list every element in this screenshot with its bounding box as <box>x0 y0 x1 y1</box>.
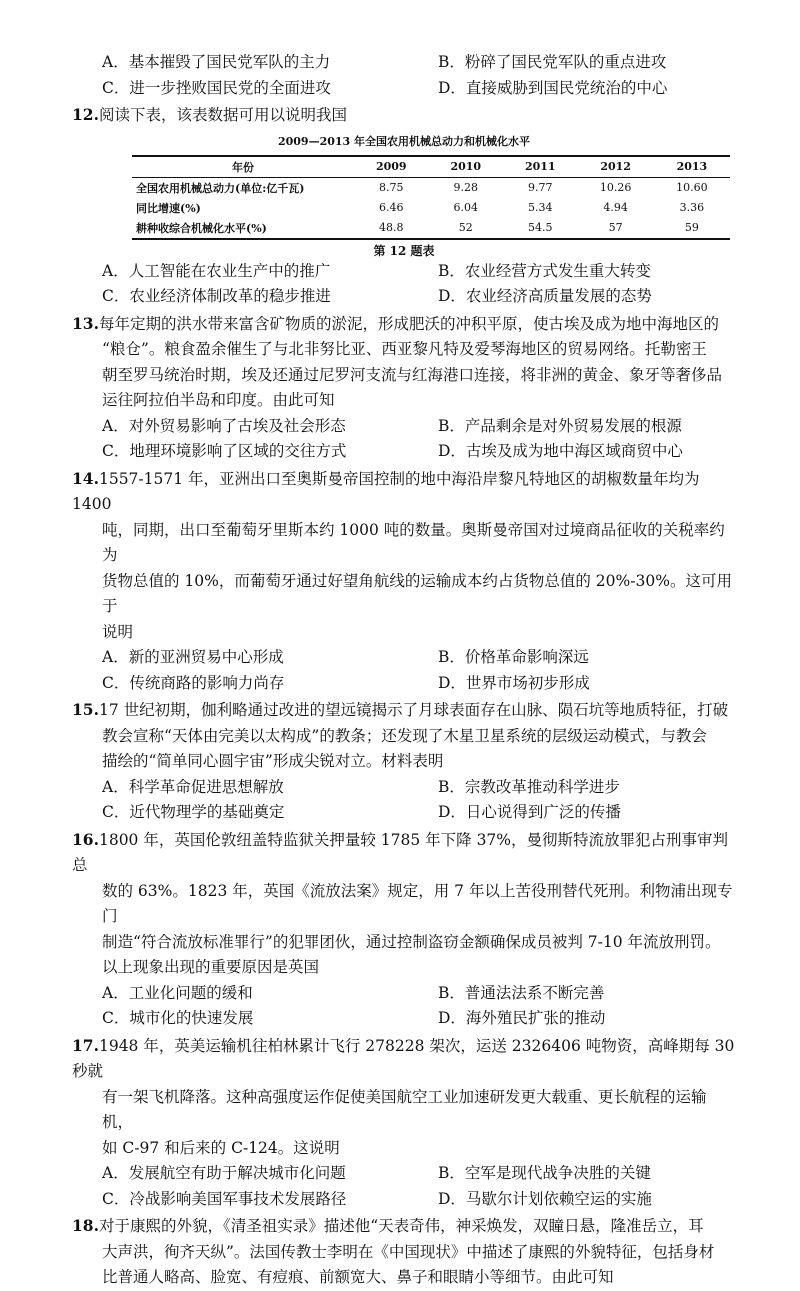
option-b: B．宗教改革推动科学进步 <box>438 777 620 796</box>
question-text-line: 如 C-97 和后来的 C-124。这说明 <box>102 1138 340 1157</box>
table-row <box>132 177 730 198</box>
table-cell: 6.04 <box>453 201 479 214</box>
option-a: A．发展航空有助于解决城市化问题 <box>102 1164 346 1182</box>
option-a: A．新的亚洲贸易中心形成 <box>102 648 284 666</box>
question-number: 15. <box>72 700 99 719</box>
question-text-line: 描绘的“简单同心圆宇宙”形成尖锐对立。材料表明 <box>102 752 444 770</box>
table-cell: 6.46 <box>379 201 404 214</box>
option-d: D．直接威胁到国民党统治的中心 <box>438 78 668 97</box>
question-13 <box>72 311 736 465</box>
question-text-line: 以上现象出现的重要原因是英国 <box>102 958 320 976</box>
question-12 <box>72 102 736 310</box>
option-b: B．农业经营方式发生重大转变 <box>438 261 651 280</box>
question-number: 16. <box>72 829 99 849</box>
table-cell: 57 <box>578 218 654 239</box>
question-18-stem <box>72 1213 736 1240</box>
question-text-line: 吨，同期，出口至葡萄牙里斯本约 1000 吨的数量。奥斯曼帝国对过境商品征收的关税率约为 <box>102 520 725 564</box>
question-16-options <box>72 981 736 1032</box>
table-header-cell: 2013 <box>654 156 730 178</box>
question-text: 阅读下表，该表数据可用以说明我国 <box>98 106 347 124</box>
table-cell: 3.36 <box>679 201 705 214</box>
table-cell: 48.8 <box>354 218 429 239</box>
table-header-cell: 2010 <box>429 156 504 178</box>
question-12-stem <box>72 102 736 129</box>
option-d: D．日心说得到广泛的传播 <box>438 803 621 821</box>
table-cell: 9.28 <box>453 181 479 194</box>
question-text-line: 数的 63%。1823 年，英国《流放法案》规定，用 7 年以上苦役刑替代死刑。利物浦出现专门 <box>102 881 733 925</box>
option-b: B．普通法法系不断完善 <box>438 983 605 1002</box>
question-text-line: 说明 <box>102 622 134 641</box>
option-c: C．进一步挫败国民党的全面进攻 <box>102 78 331 97</box>
question-text-line: 大声洪，徇齐天纵”。法国传教士李明在《中国现状》中描述了康熙的外貌特征，包括身材 <box>102 1242 715 1261</box>
question-15-stem <box>72 697 736 724</box>
table-row <box>132 198 730 218</box>
table-caption: 第 12 题表 <box>373 243 435 258</box>
option-c: C．农业经济体制改革的稳步推进 <box>102 287 331 305</box>
question-14-options <box>72 645 736 696</box>
table-cell: 54.5 <box>503 218 578 239</box>
option-a: A．基本摧毁了国民党军队的主力 <box>102 53 331 71</box>
option-c: C．传统商路的影响力尚存 <box>102 673 285 692</box>
question-text-line: 1948 年，英美运输机往柏林累计飞行 278228 架次，运送 2326406 吨物资，高峰期每 30 秒就 <box>72 1036 735 1080</box>
question-17-options <box>72 1161 736 1212</box>
option-a: A．人工智能在农业生产中的推广 <box>102 261 331 280</box>
table-cell: 5.34 <box>528 201 553 214</box>
table-cell: 同比增速(%) <box>136 201 201 215</box>
table-header-cell: 2012 <box>578 156 654 178</box>
question-text-line: 对于康熙的外貌，《清圣祖实录》描述他“天表奇伟，神采焕发，双瞳日悬，隆准岳立，耳 <box>98 1217 704 1235</box>
question-number: 13. <box>72 313 99 333</box>
table-cell: 52 <box>429 218 504 239</box>
table-cell: 9.77 <box>528 181 553 194</box>
option-c: C．城市化的快速发展 <box>102 1009 254 1027</box>
table-cell: 全国农用机械总动力(单位:亿千瓦) <box>136 181 305 195</box>
table-title: 2009—2013 年全国农用机械总动力和机械化水平 <box>277 134 531 148</box>
question-14-stem <box>72 466 736 518</box>
table-header-row <box>132 156 730 178</box>
question-number: 14. <box>72 468 99 488</box>
option-c: C．地理环境影响了区域的交往方式 <box>102 442 347 460</box>
question-14 <box>72 466 736 697</box>
question-15 <box>72 697 736 826</box>
option-c: C．近代物理学的基础奠定 <box>102 803 285 821</box>
question-text-line: 有一架飞机降落。这种高强度运作促使美国航空工业加速研发更大载重、更长航程的运输机， <box>102 1087 707 1131</box>
question-text-line: 1557-1571 年，亚洲出口至奥斯曼帝国控制的地中海沿岸黎凡特地区的胡椒数量年均为 1400 <box>72 469 700 513</box>
question-text-line: 比普通人略高、脸宽、有痘痕、前额宽大、鼻子和眼睛小等细节。由此可知 <box>102 1268 614 1286</box>
table-cell: 59 <box>654 218 730 239</box>
table-cell: 耕种收综合机械化水平(%) <box>132 218 354 239</box>
option-b: B．粉碎了国民党军队的重点进攻 <box>438 53 667 71</box>
option-d: D．马歇尔计划依赖空运的实施 <box>438 1189 652 1208</box>
table-cell: 8.75 <box>379 181 404 194</box>
option-a: A．对外贸易影响了古埃及社会形态 <box>102 416 346 435</box>
table-header-cell: 2009 <box>354 156 429 178</box>
question-11-options <box>72 50 736 101</box>
option-b: B．价格革命影响深远 <box>438 648 589 666</box>
table-row <box>132 218 730 239</box>
option-d: D．海外殖民扩张的推动 <box>438 1009 606 1027</box>
question-text-line: 货物总值的 10%，而葡萄牙通过好望角航线的运输成本约占货物总值的 20%-30%。这可用于 <box>102 571 732 615</box>
table-cell: 10.60 <box>676 181 708 194</box>
question-text-line: 制造“符合流放标准罪行”的犯罪团伙，通过控制盗窃金额确保成员被判 7-10 年流放刑罚。 <box>102 932 721 951</box>
question-text-line: 1800 年，英国伦敦纽盖特监狱关押量较 1785 年下降 37%，曼彻斯特流放罪犯占刑事审判总 <box>72 830 729 874</box>
question-12-options <box>72 259 736 310</box>
table-cell: 4.94 <box>603 201 628 214</box>
question-text-line: 17 世纪初期，伽利略通过改进的望远镜揭示了月球表面存在山脉、陨石坑等地质特征，打破 <box>98 701 729 719</box>
question-13-stem <box>72 311 736 338</box>
question-17-stem <box>72 1033 736 1085</box>
question-text-line: 朝至罗马统治时期，埃及还通过尼罗河支流与红海港口连接，将非洲的黄金、象牙等奢侈品 <box>102 365 723 384</box>
question-18 <box>72 1213 736 1291</box>
question-number: 12. <box>72 105 99 124</box>
question-text-line: 运往阿拉伯半岛和印度。由此可知 <box>102 391 335 409</box>
question-text-line: “粮仓”。粮食盈余催生了与北非努比亚、西亚黎凡特及爱琴海地区的贸易网络。托勒密王 <box>102 340 707 358</box>
option-d: D．农业经济高质量发展的态势 <box>438 287 652 305</box>
data-table <box>132 155 730 240</box>
option-d: D．古埃及成为地中海区域商贸中心 <box>438 442 683 460</box>
table-header-cell: 年份 <box>132 156 354 178</box>
option-b: B．空军是现代战争决胜的关键 <box>438 1164 651 1182</box>
question-number: 17. <box>72 1035 99 1055</box>
option-a: A．工业化问题的缓和 <box>102 983 253 1002</box>
question-text-line: 教会宣称“天体由完美以太构成”的教条；还发现了木星卫星系统的层级运动模式，与教会 <box>102 726 707 745</box>
question-15-options <box>72 775 736 826</box>
question-11 <box>72 50 736 101</box>
question-13-options <box>72 414 736 465</box>
question-16 <box>72 827 736 1032</box>
question-number: 18. <box>72 1216 99 1235</box>
table-header-cell: 2011 <box>503 156 578 178</box>
option-b: B．产品剩余是对外贸易发展的根源 <box>438 416 682 435</box>
question-16-stem <box>72 827 736 879</box>
table-cell: 10.26 <box>599 181 632 194</box>
question-text-line: 每年定期的洪水带来富含矿物质的淤泥，形成肥沃的冲积平原，使古埃及成为地中海地区的 <box>98 314 719 333</box>
question-17 <box>72 1033 736 1213</box>
option-d: D．世界市场初步形成 <box>438 673 590 692</box>
option-c: C．冷战影响美国军事技术发展路径 <box>102 1189 347 1208</box>
option-a: A．科学革命促进思想解放 <box>102 777 284 796</box>
